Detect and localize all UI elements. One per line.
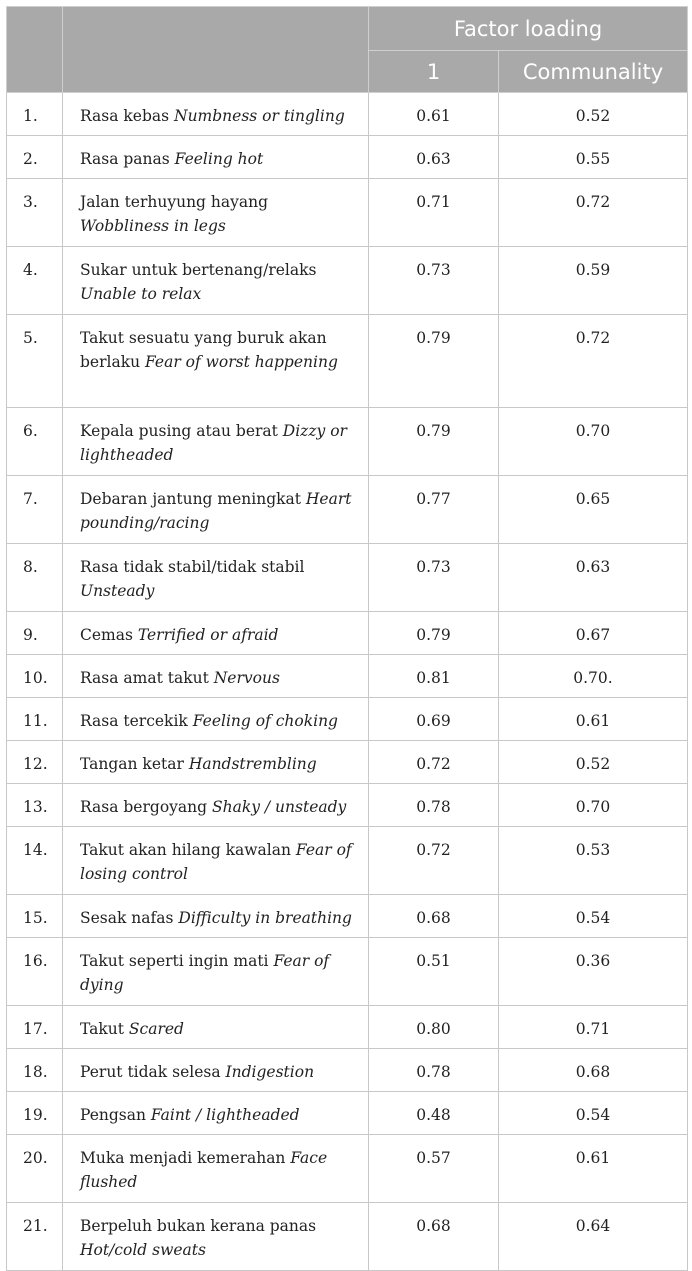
communality-value: 0.67 xyxy=(499,612,688,655)
item-english: Shaky / unsteady xyxy=(211,798,347,816)
communality-value: 0.70. xyxy=(499,655,688,698)
header-factor-loading: Factor loading xyxy=(369,7,688,51)
item-malay: Rasa tidak stabil/tidak stabil xyxy=(80,558,305,576)
row-number: 13. xyxy=(7,784,63,827)
row-number: 2. xyxy=(7,136,63,179)
table-row xyxy=(7,315,688,408)
item-english: Fear of losing control xyxy=(80,841,352,883)
item-malay: Berpeluh bukan kerana panas xyxy=(80,1217,317,1235)
factor-loading-value: 0.73 xyxy=(369,544,499,612)
item-text xyxy=(63,179,369,247)
item-malay: Rasa panas xyxy=(80,150,175,168)
item-text xyxy=(63,741,369,784)
item-text xyxy=(63,895,369,938)
item-malay: Rasa amat takut xyxy=(80,669,214,687)
table-row xyxy=(7,1006,688,1049)
item-english: Hot/cold sweats xyxy=(80,1241,206,1259)
item-text xyxy=(63,247,369,315)
item-english: Feeling of choking xyxy=(192,712,338,730)
communality-value: 0.54 xyxy=(499,895,688,938)
factor-loading-value: 0.68 xyxy=(369,895,499,938)
item-malay: Takut sesuatu yang buruk akan berlaku xyxy=(80,329,327,371)
factor-loading-value: 0.48 xyxy=(369,1092,499,1135)
row-number: 21. xyxy=(7,1203,63,1271)
table-row xyxy=(7,1049,688,1092)
table-row xyxy=(7,612,688,655)
item-english: Indigestion xyxy=(225,1063,315,1081)
communality-value: 0.55 xyxy=(499,136,688,179)
item-english: Handstrembling xyxy=(188,755,317,773)
communality-value: 0.53 xyxy=(499,827,688,895)
item-english: Face flushed xyxy=(80,1149,328,1191)
item-malay: Rasa tercekik xyxy=(80,712,193,730)
factor-loading-value: 0.79 xyxy=(369,315,499,408)
row-number: 11. xyxy=(7,698,63,741)
item-malay: Debaran jantung meningkat xyxy=(80,490,306,508)
row-number: 19. xyxy=(7,1092,63,1135)
communality-value: 0.54 xyxy=(499,1092,688,1135)
row-number: 8. xyxy=(7,544,63,612)
item-english: Feeling hot xyxy=(174,150,264,168)
item-english: Scared xyxy=(128,1020,184,1038)
factor-loading-value: 0.71 xyxy=(369,179,499,247)
row-number: 12. xyxy=(7,741,63,784)
communality-value: 0.64 xyxy=(499,1203,688,1271)
communality-value: 0.70 xyxy=(499,408,688,476)
table-row xyxy=(7,1092,688,1135)
factor-loading-value: 0.78 xyxy=(369,784,499,827)
table-row xyxy=(7,136,688,179)
item-malay: Sesak nafas xyxy=(80,909,179,927)
item-malay: Pengsan xyxy=(80,1106,151,1124)
table-row xyxy=(7,247,688,315)
item-text xyxy=(63,612,369,655)
item-text xyxy=(63,827,369,895)
item-text xyxy=(63,698,369,741)
item-text xyxy=(63,655,369,698)
table-row xyxy=(7,544,688,612)
item-malay: Kepala pusing atau berat xyxy=(80,422,283,440)
factor-loading-value: 0.63 xyxy=(369,136,499,179)
communality-value: 0.71 xyxy=(499,1006,688,1049)
communality-value: 0.68 xyxy=(499,1049,688,1092)
table-row xyxy=(7,476,688,544)
item-english: Unsteady xyxy=(80,582,155,600)
header-communality: Communality xyxy=(499,51,688,93)
table-row xyxy=(7,179,688,247)
table-row xyxy=(7,1135,688,1203)
table-row xyxy=(7,938,688,1006)
communality-value: 0.52 xyxy=(499,93,688,136)
table-row xyxy=(7,93,688,136)
table-row xyxy=(7,1203,688,1271)
item-text xyxy=(63,136,369,179)
communality-value: 0.61 xyxy=(499,698,688,741)
factor-loading-value: 0.51 xyxy=(369,938,499,1006)
item-english: Difficulty in breathing xyxy=(178,909,352,927)
row-number: 18. xyxy=(7,1049,63,1092)
table-row xyxy=(7,655,688,698)
table-row xyxy=(7,784,688,827)
item-text xyxy=(63,784,369,827)
factor-loading-value: 0.73 xyxy=(369,247,499,315)
item-text xyxy=(63,315,369,408)
row-number: 7. xyxy=(7,476,63,544)
item-english: Heart pounding/racing xyxy=(80,490,352,532)
table-row xyxy=(7,895,688,938)
row-number: 9. xyxy=(7,612,63,655)
communality-value: 0.65 xyxy=(499,476,688,544)
communality-value: 0.72 xyxy=(499,315,688,408)
item-text xyxy=(63,476,369,544)
factor-loading-value: 0.77 xyxy=(369,476,499,544)
row-number: 6. xyxy=(7,408,63,476)
item-malay: Rasa bergoyang xyxy=(80,798,212,816)
factor-loading-value: 0.80 xyxy=(369,1006,499,1049)
item-english: Wobbliness in legs xyxy=(80,217,226,235)
communality-value: 0.70 xyxy=(499,784,688,827)
row-number: 16. xyxy=(7,938,63,1006)
header-blank-item xyxy=(63,7,369,93)
factor-loading-value: 0.72 xyxy=(369,741,499,784)
row-number: 14. xyxy=(7,827,63,895)
item-text xyxy=(63,1203,369,1271)
table-body xyxy=(7,93,688,1271)
row-number: 17. xyxy=(7,1006,63,1049)
item-malay: Perut tidak selesa xyxy=(80,1063,226,1081)
item-text xyxy=(63,1092,369,1135)
item-text xyxy=(63,408,369,476)
table-row xyxy=(7,698,688,741)
item-malay: Muka menjadi kemerahan xyxy=(80,1149,291,1167)
factor-loading-value: 0.57 xyxy=(369,1135,499,1203)
communality-value: 0.52 xyxy=(499,741,688,784)
item-malay: Cemas xyxy=(80,626,138,644)
table-row xyxy=(7,408,688,476)
communality-value: 0.72 xyxy=(499,179,688,247)
item-text xyxy=(63,1049,369,1092)
table-row xyxy=(7,827,688,895)
factor-loading-table xyxy=(6,6,688,1271)
header-blank-num xyxy=(7,7,63,93)
row-number: 1. xyxy=(7,93,63,136)
row-number: 10. xyxy=(7,655,63,698)
row-number: 15. xyxy=(7,895,63,938)
communality-value: 0.36 xyxy=(499,938,688,1006)
factor-loading-value: 0.61 xyxy=(369,93,499,136)
item-malay: Takut seperti ingin mati xyxy=(80,952,274,970)
item-malay: Takut xyxy=(80,1020,129,1038)
item-english: Terrified or afraid xyxy=(137,626,279,644)
item-english: Fear of worst happening xyxy=(145,353,338,371)
table-header xyxy=(7,7,688,93)
item-english: Dizzy or lightheaded xyxy=(80,422,347,464)
item-malay: Sukar untuk bertenang/relaks xyxy=(80,261,317,279)
item-text xyxy=(63,1135,369,1203)
item-text xyxy=(63,93,369,136)
communality-value: 0.61 xyxy=(499,1135,688,1203)
row-number: 3. xyxy=(7,179,63,247)
table-row xyxy=(7,741,688,784)
item-malay: Takut akan hilang kawalan xyxy=(80,841,296,859)
item-malay: Jalan terhuyung hayang xyxy=(80,193,269,211)
factor-loading-value: 0.68 xyxy=(369,1203,499,1271)
factor-loading-value: 0.81 xyxy=(369,655,499,698)
communality-value: 0.59 xyxy=(499,247,688,315)
header-factor-1: 1 xyxy=(369,51,499,93)
row-number: 5. xyxy=(7,315,63,408)
item-english: Nervous xyxy=(213,669,280,687)
item-english: Unable to relax xyxy=(80,285,202,303)
item-text xyxy=(63,544,369,612)
item-text xyxy=(63,1006,369,1049)
item-text xyxy=(63,938,369,1006)
item-english: Fear of dying xyxy=(80,952,330,994)
item-malay: Rasa kebas xyxy=(80,107,174,125)
factor-loading-value: 0.72 xyxy=(369,827,499,895)
factor-loading-value: 0.79 xyxy=(369,612,499,655)
item-english: Faint / lightheaded xyxy=(150,1106,300,1124)
factor-loading-value: 0.78 xyxy=(369,1049,499,1092)
row-number: 4. xyxy=(7,247,63,315)
item-english: Numbness or tingling xyxy=(174,107,345,125)
communality-value: 0.63 xyxy=(499,544,688,612)
item-malay: Tangan ketar xyxy=(80,755,189,773)
row-number: 20. xyxy=(7,1135,63,1203)
factor-loading-value: 0.79 xyxy=(369,408,499,476)
factor-loading-value: 0.69 xyxy=(369,698,499,741)
